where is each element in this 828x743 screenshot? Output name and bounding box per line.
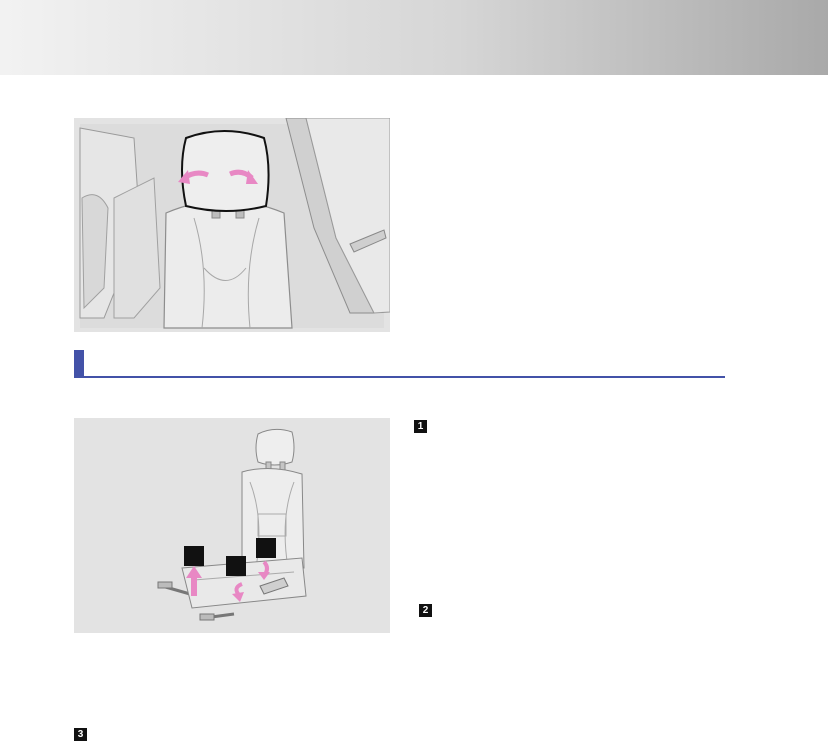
- step-number-badge: 2: [419, 604, 432, 617]
- step-number-badge: 1: [414, 420, 427, 433]
- header-bar: [0, 0, 828, 75]
- section-heading-rule: [74, 350, 725, 378]
- step-number-badge: 3: [74, 728, 87, 741]
- section-marker: [74, 350, 84, 378]
- seat-adjustment-illustration: [74, 418, 390, 633]
- section-underline: [84, 376, 725, 378]
- headrest-illustration: [74, 118, 390, 332]
